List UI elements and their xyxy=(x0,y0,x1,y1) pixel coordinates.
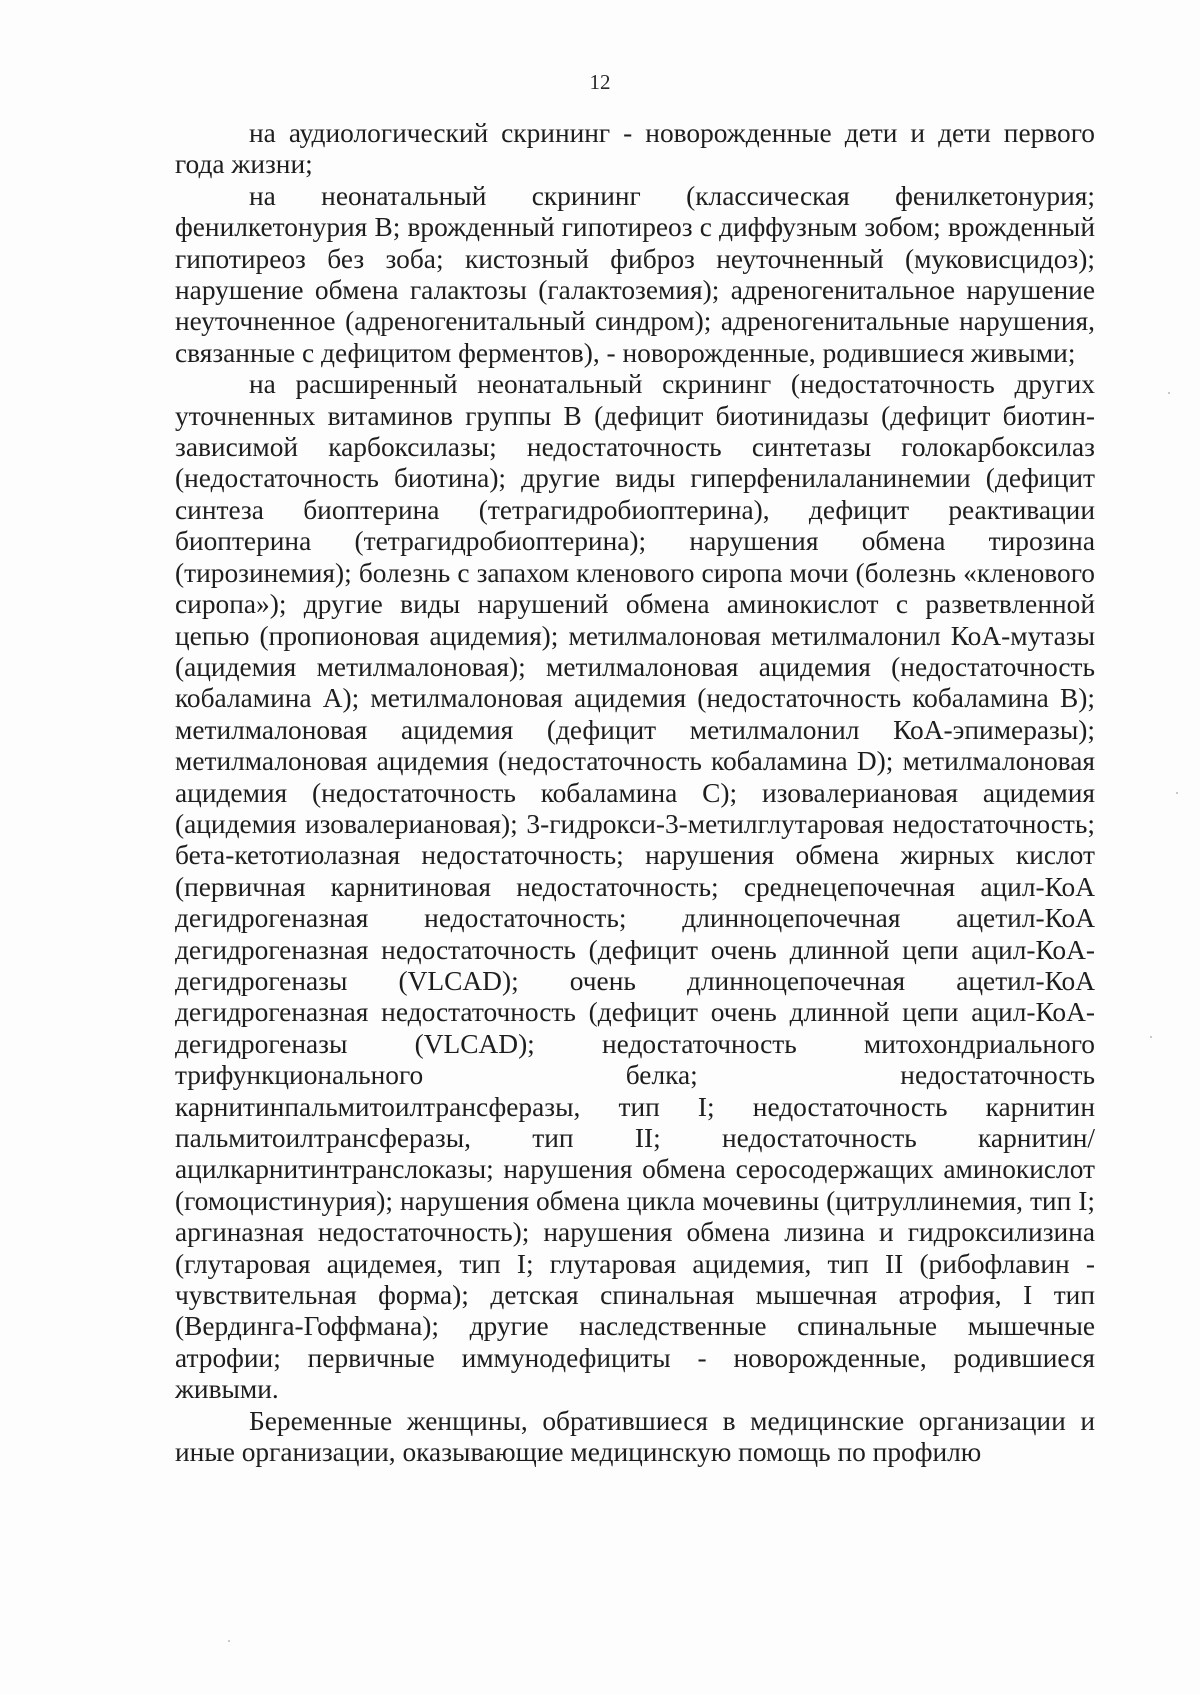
scan-speck xyxy=(1168,392,1170,394)
scan-speck xyxy=(228,1640,230,1642)
paragraph-audiology-screening: на аудиологический скрининг - новорожденные дети и дети первого года жизни; xyxy=(175,118,1095,180)
page-number: 12 xyxy=(589,70,611,94)
paragraph-pregnant-women: Беременные женщины, обратившиеся в медицинские организации и иные организации, оказывающие медицинскую помощь по профилю xyxy=(175,1405,1095,1468)
scan-speck xyxy=(1150,1036,1152,1038)
document-body xyxy=(175,118,1095,1468)
scan-speck xyxy=(1176,792,1178,794)
paragraph-neonatal-screening: на неонатальный скрининг (классическая фенилкетонурия; фенилкетонурия B; врожденный гипотиреоз с диффузным зобом; врожденный гипотиреоз без зоба; кистозный фиброз неуточненный (муковисцидоз); нарушение обмена галактозы (галактоземия); адреногенитальное нарушение неуточненное (адреногенитальный синдром); адреногенитальные нарушения, связанные с дефицитом ферментов), - новорожденные, родившиеся живыми; xyxy=(175,180,1095,368)
paragraph-extended-neonatal-screening: на расширенный неонатальный скрининг (недостаточность других уточненных витаминов группы B (дефицит биотинидазы (дефицит биотин-зависимой карбоксилазы; недостаточность синтетазы голокарбоксилаз (недостаточность биотина); другие виды гиперфенилаланинемии (дефицит синтеза биоптерина (тетрагидробиоптерина), дефицит реактивации биоптерина (тетрагидробиоптерина); нарушения обмена тирозина (тирозинемия); болезнь с запахом кленового сиропа мочи (болезнь «кленового сиропа»); другие виды нарушений обмена аминокислот с разветвленной цепью (пропионовая ацидемия); метилмалоновая метилмалонил КоА-мутазы (ацидемия метилмалоновая); метилмалоновая ацидемия (недостаточность кобаламина A); метилмалоновая ацидемия (недостаточность кобаламина B); метилмалоновая ацидемия (дефицит метилмалонил КоА-эпимеразы); метилмалоновая ацидемия (недостаточность кобаламина D); метилмалоновая ацидемия (недостаточность кобаламина C); изовалериановая ацидемия (ацидемия изовалериановая); 3-гидрокси-3-метилглутаровая недостаточность; бета-кетотиолазная недостаточность; нарушения обмена жирных кислот (первичная карнитиновая недостаточность; среднецепочечная ацил-КоА дегидрогеназная недостаточность; длинноцепочечная ацетил-КоА дегидрогеназная недостаточность (дефицит очень длинной цепи ацил-КоА-дегидрогеназы (VLCAD); очень длинноцепочечная ацетил-КоА дегидрогеназная недостаточность (дефицит очень длинной цепи ацил-КоА-дегидрогеназы (VLCAD); недостаточность митохондриального трифункционального белка; недостаточность карнитинпальмитоилтрансферазы, тип I; недостаточность карнитин пальмитоилтрансферазы, тип II; недостаточность карнитин/ацилкарнитинтранслоказы; нарушения обмена серосодержащих аминокислот (гомоцистинурия); нарушения обмена цикла мочевины (цитруллинемия, тип I; аргиназная недостаточность); нарушения обмена лизина и гидроксилизина (глутаровая ацидемея, тип I; глутаровая ацидемия, тип II (рибофлавин - чувствительная форма); детская спинальная мышечная атрофия, I тип (Вердинга-Гоффмана); другие наследственные спинальные мышечные атрофии; первичные иммунодефициты - новорожденные, родившиеся живыми. xyxy=(175,369,1095,1405)
